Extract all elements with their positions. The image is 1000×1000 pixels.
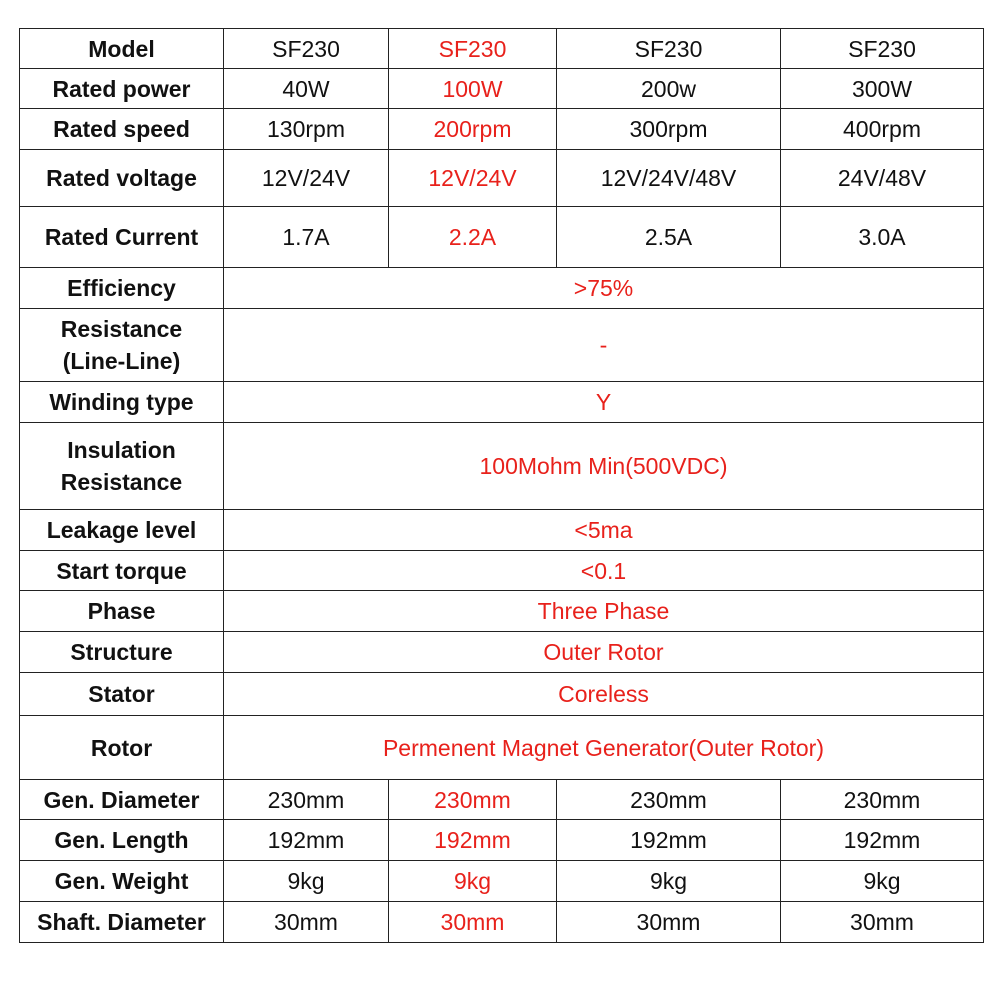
table-row-start-torque <box>20 551 984 591</box>
table-row-winding-type <box>20 382 984 423</box>
table-cell: SF230 <box>557 29 781 69</box>
table-cell: 230mm <box>557 780 781 820</box>
table-cell: 9kg <box>557 861 781 902</box>
row-label: Rotor <box>20 716 224 780</box>
table-cell: 230mm <box>224 780 389 820</box>
table-cell-highlighted: 100W <box>389 69 557 109</box>
merged-value-cell: Y <box>224 382 984 423</box>
row-label-line: (Line-Line) <box>62 348 181 374</box>
table-cell-highlighted: 2.2A <box>389 207 557 268</box>
table-cell: 200w <box>557 69 781 109</box>
table-cell: 1.7A <box>224 207 389 268</box>
table-cell: 12V/24V/48V <box>557 150 781 207</box>
table-row-rated-speed <box>20 109 984 150</box>
table-cell: 300rpm <box>557 109 781 150</box>
row-label: Leakage level <box>20 510 224 551</box>
row-label: Efficiency <box>20 268 224 309</box>
merged-value-cell: Three Phase <box>224 591 984 632</box>
table-cell-highlighted: 12V/24V <box>389 150 557 207</box>
table-cell-highlighted: 230mm <box>389 780 557 820</box>
merged-value-cell: <0.1 <box>224 551 984 591</box>
table-row-resistance <box>20 309 984 382</box>
row-label: Rated speed <box>20 109 224 150</box>
table-cell: 30mm <box>557 902 781 943</box>
table-cell: SF230 <box>224 29 389 69</box>
table-row-structure <box>20 632 984 673</box>
table-row-rotor <box>20 716 984 780</box>
table-row-shaft-diameter <box>20 902 984 943</box>
table-cell-highlighted: 192mm <box>389 820 557 861</box>
table-row-rated-power <box>20 69 984 109</box>
table-cell: 230mm <box>781 780 984 820</box>
table-row-gen-weight <box>20 861 984 902</box>
merged-value-cell: <5ma <box>224 510 984 551</box>
row-label: Gen. Weight <box>20 861 224 902</box>
table-cell: 2.5A <box>557 207 781 268</box>
row-label: Phase <box>20 591 224 632</box>
row-label: Start torque <box>20 551 224 591</box>
row-label <box>20 309 224 382</box>
table-cell: 9kg <box>224 861 389 902</box>
row-label: Winding type <box>20 382 224 423</box>
spec-table <box>19 28 984 943</box>
row-label: Rated Current <box>20 207 224 268</box>
table-row-efficiency <box>20 268 984 309</box>
table-cell: 12V/24V <box>224 150 389 207</box>
merged-value-cell: 100Mohm Min(500VDC) <box>224 423 984 510</box>
row-label-line: Insulation <box>67 437 176 463</box>
merged-value-cell: Coreless <box>224 673 984 716</box>
table-row-rated-current <box>20 207 984 268</box>
merged-value-cell: Permenent Magnet Generator(Outer Rotor) <box>224 716 984 780</box>
row-label: Model <box>20 29 224 69</box>
table-row-insulation <box>20 423 984 510</box>
table-row-model <box>20 29 984 69</box>
table-row-phase <box>20 591 984 632</box>
table-cell: 130rpm <box>224 109 389 150</box>
row-label: Shaft. Diameter <box>20 902 224 943</box>
table-cell: 40W <box>224 69 389 109</box>
table-cell: SF230 <box>781 29 984 69</box>
table-row-gen-length <box>20 820 984 861</box>
table-cell-highlighted: 30mm <box>389 902 557 943</box>
table-row-rated-voltage <box>20 150 984 207</box>
row-label: Rated power <box>20 69 224 109</box>
table-cell-highlighted: 9kg <box>389 861 557 902</box>
merged-value-cell: >75% <box>224 268 984 309</box>
row-label-line: Resistance <box>60 469 183 495</box>
merged-value-cell: - <box>224 309 984 382</box>
merged-value-cell: Outer Rotor <box>224 632 984 673</box>
row-label <box>20 423 224 510</box>
table-cell: 24V/48V <box>781 150 984 207</box>
row-label: Rated voltage <box>20 150 224 207</box>
row-label: Stator <box>20 673 224 716</box>
table-cell: 300W <box>781 69 984 109</box>
table-cell: 30mm <box>224 902 389 943</box>
table-cell: 3.0A <box>781 207 984 268</box>
row-label: Structure <box>20 632 224 673</box>
table-cell: 192mm <box>781 820 984 861</box>
row-label: Gen. Diameter <box>20 780 224 820</box>
table-cell: 9kg <box>781 861 984 902</box>
table-row-gen-diameter <box>20 780 984 820</box>
table-cell: 192mm <box>224 820 389 861</box>
table-cell: 30mm <box>781 902 984 943</box>
table-row-leakage <box>20 510 984 551</box>
row-label: Gen. Length <box>20 820 224 861</box>
row-label-line: Resistance <box>60 316 183 342</box>
table-cell: 192mm <box>557 820 781 861</box>
table-cell-highlighted: 200rpm <box>389 109 557 150</box>
table-cell: 400rpm <box>781 109 984 150</box>
table-row-stator <box>20 673 984 716</box>
table-cell-highlighted: SF230 <box>389 29 557 69</box>
